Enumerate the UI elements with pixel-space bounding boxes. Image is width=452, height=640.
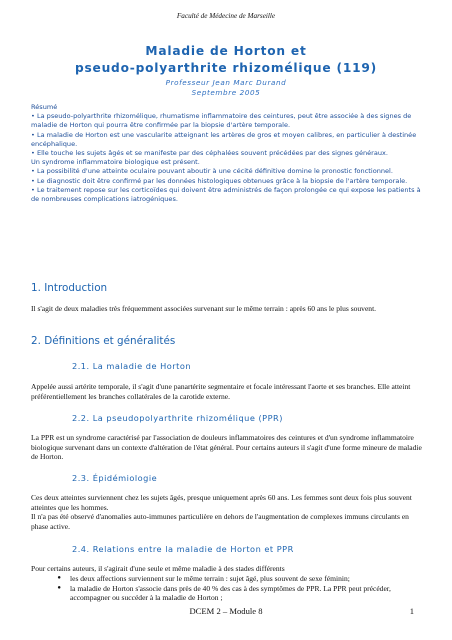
footer-module: DCEM 2 – Module 8 bbox=[189, 606, 263, 616]
subsection-heading-horton: 2.1. La maladie de Horton bbox=[72, 361, 192, 371]
epidemiology-paragraph-2: Il n'a pas été observé d'anomalies auto-immunes particulière en dehors de l'augmentation de complexes immuns circulants en phase active. bbox=[31, 512, 409, 531]
summary-line: • Le diagnostic doit être confirmé par les données histologiques obtenues grâce à la biopsie de l'artère temporale. bbox=[31, 176, 408, 185]
summary-line: Un syndrome inflammatoire biologique est présent. bbox=[31, 158, 200, 167]
page-number: 1 bbox=[409, 606, 414, 616]
section-heading-definitions: 2. Définitions et généralités bbox=[31, 335, 176, 347]
running-header: Faculté de Médecine de Marseille bbox=[176, 12, 276, 20]
summary-line: • La pseudo-polyarthrite rhizomélique, rhumatisme inflammatoire des ceintures, peut être associée à des signes de maladie de Horton qui pourra être confirmée par la biopsie d'artère temporale. bbox=[31, 112, 412, 130]
author-name: Professeur Jean Marc Durand bbox=[165, 78, 287, 87]
bullet-icon: ● bbox=[57, 584, 61, 591]
summary-block bbox=[31, 103, 424, 204]
summary-label: Résumé bbox=[31, 103, 58, 111]
section-heading-introduction: 1. Introduction bbox=[31, 282, 108, 294]
relations-text: Pour certains auteurs, il s'agirait d'une seule et même maladie à des stades différents bbox=[31, 564, 285, 573]
ppr-text: La PPR est un syndrome caractérisé par l'association de douleurs inflammatoires des ceintures et d'un syndrome inflammatoire biologique survenant dans un contexte d'altération de l'état général. Pour certains auteurs il s'agit d'une forme mineure de maladie de Horton. bbox=[31, 433, 422, 462]
list-item-text: la maladie de Horton s'associe dans près de 40 % des cas à des symptômes de PPR. La PPR peut précéder, accompagner ou succéder à la maladie de Horton ; bbox=[70, 583, 391, 603]
summary-line: • Elle touche les sujets âgés et se manifeste par des céphalées souvent précédées par des signes généraux. bbox=[31, 149, 388, 158]
list-item bbox=[31, 574, 424, 584]
summary-line: • La possibilité d'une atteinte oculaire pouvant aboutir à une cécité définitive domine le pronostic fonctionnel. bbox=[31, 167, 393, 176]
author-block bbox=[0, 78, 452, 98]
title-line-1: Maladie de Horton et bbox=[145, 44, 307, 58]
relations-bullet-list bbox=[31, 574, 424, 603]
title-line-2: pseudo-polyarthrite rhizomélique (119) bbox=[74, 61, 378, 75]
document-title bbox=[0, 43, 452, 77]
introduction-text: Il s'agit de deux maladies très fréquemment associées survenant sur le même terrain : après 60 ans le plus souvent. bbox=[31, 304, 377, 313]
summary-line: • La maladie de Horton est une vascularite atteignant les artères de gros et moyen calibres, en particulier à destinée encéphalique. bbox=[31, 130, 417, 148]
horton-text: Appelée aussi artérite temporale, il s'agit d'une panartérite segmentaire et focale intéressant l'aorte et ses branches. Elle atteint préférentiellement les branches collatérales de la carotide externe. bbox=[31, 382, 411, 401]
summary-line: • Le traitement repose sur les corticoïdes qui doivent être administrés de façon prolongée ce qui expose les patients à de nombreuses complications iatrogéniques. bbox=[31, 185, 421, 204]
list-item bbox=[31, 584, 424, 603]
epidemiology-text bbox=[31, 493, 424, 531]
bullet-icon: ● bbox=[57, 575, 61, 581]
author-date: Septembre 2005 bbox=[191, 88, 261, 97]
subsection-heading-epidemiology: 2.3. Épidémiologie bbox=[72, 473, 158, 483]
subsection-heading-ppr: 2.2. La pseudopolyarthrite rhizomélique (PPR) bbox=[72, 413, 283, 423]
subsection-heading-relations: 2.4. Relations entre la maladie de Horton et PPR bbox=[72, 544, 294, 554]
list-item-text: les deux affections surviennent sur le même terrain : sujet âgé, plus souvent de sexe féminin; bbox=[70, 574, 350, 583]
epidemiology-paragraph-1: Ces deux atteintes surviennent chez les sujets âgés, presque uniquement après 60 ans. Les femmes sont deux fois plus souvent atteintes que les hommes. bbox=[31, 493, 412, 512]
